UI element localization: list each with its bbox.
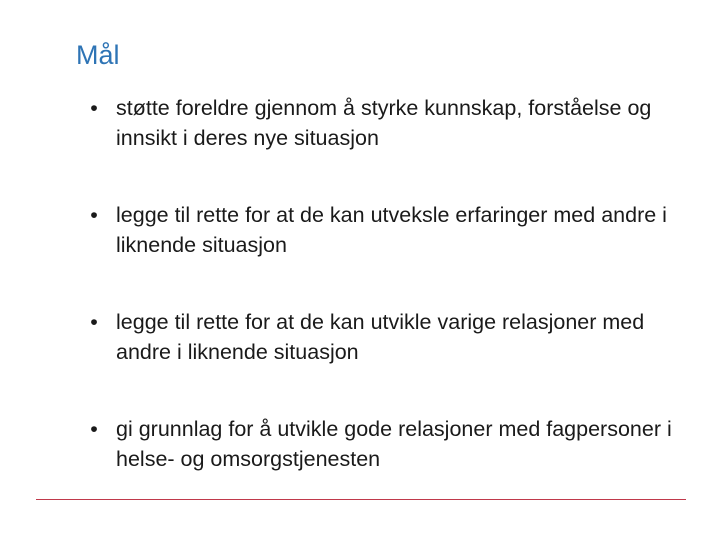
bullet-text: legge til rette for at de kan utvikle varige relasjoner med andre i liknende situasjon bbox=[116, 310, 645, 364]
bullet-icon: • bbox=[90, 310, 98, 334]
bullet-item-2 bbox=[84, 200, 704, 260]
bullet-icon: • bbox=[90, 96, 98, 120]
bullet-text: legge til rette for at de kan utveksle erfaringer med andre i liknende situasjon bbox=[116, 203, 667, 257]
slide-title: Mål bbox=[76, 40, 120, 70]
bullet-icon: • bbox=[90, 203, 98, 227]
bullet-icon: • bbox=[90, 417, 98, 441]
footer-divider bbox=[36, 499, 686, 500]
bullet-item-4 bbox=[84, 414, 704, 474]
bullet-item-1 bbox=[84, 93, 704, 153]
bullet-list bbox=[84, 93, 704, 474]
bullet-text: støtte foreldre gjennom å styrke kunnskap, forståelse og innsikt i deres nye situasjon bbox=[116, 96, 652, 150]
bullet-text: gi grunnlag for å utvikle gode relasjoner med fagpersoner i helse- og omsorgstjenesten bbox=[116, 417, 672, 471]
bullet-item-3 bbox=[84, 307, 704, 367]
